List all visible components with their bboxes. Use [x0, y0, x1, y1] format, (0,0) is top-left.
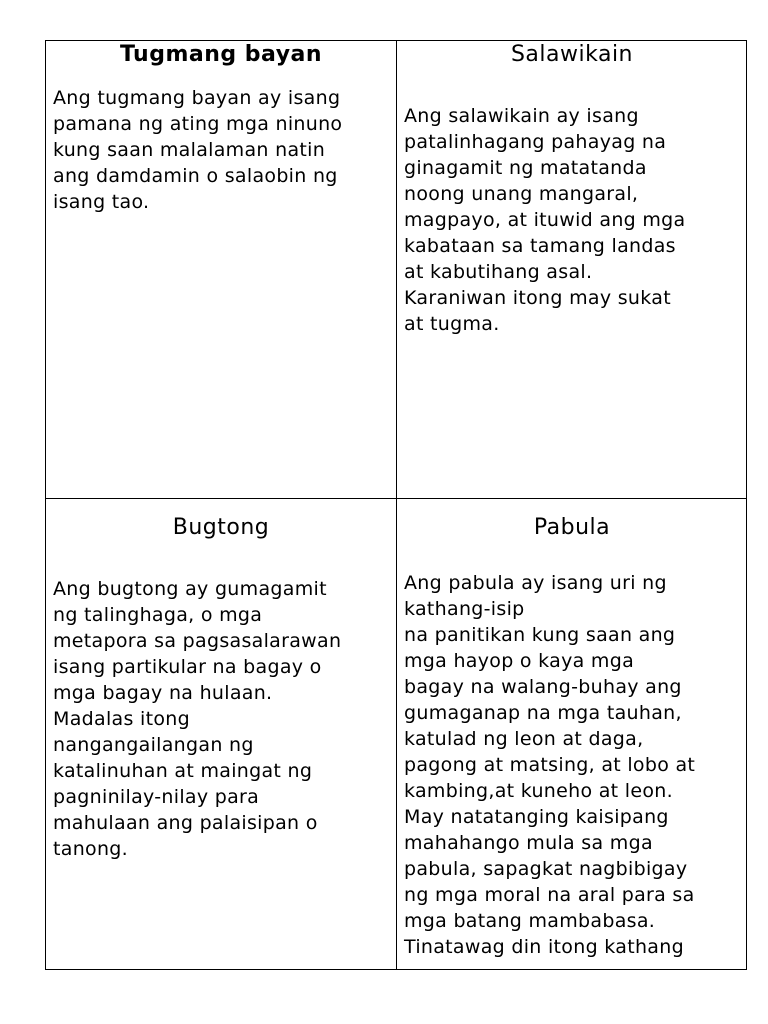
cell-body	[53, 576, 390, 862]
body-line: katalinuhan at maingat ng	[53, 760, 313, 782]
cell-tugmang-bayan	[46, 41, 396, 498]
body-line: ng mga moral na aral para sa	[404, 884, 695, 906]
cell-bugtong	[46, 499, 396, 969]
body-line: nangangailangan ng	[53, 734, 254, 756]
cell-heading: Bugtong	[172, 515, 270, 540]
body-line: katulad ng leon at daga,	[404, 728, 644, 750]
literature-table	[45, 40, 747, 970]
cell-pabula	[397, 499, 747, 969]
body-line: mga hayop o kaya mga	[404, 650, 635, 672]
body-line: at tugma.	[404, 313, 500, 335]
body-line: mahahango mula sa mga	[404, 832, 653, 854]
body-line: Ang pabula ay isang uri ng	[404, 572, 667, 594]
body-line: mahulaan ang palaisipan o	[53, 812, 318, 834]
cell-body	[404, 570, 741, 960]
body-line: kabataan sa tamang landas	[404, 235, 676, 257]
cell-heading: Salawikain	[510, 42, 634, 67]
body-line: May natatanging kaisipang	[404, 806, 669, 828]
body-line: isang tao.	[53, 191, 150, 213]
body-line: Ang salawikain ay isang	[404, 105, 639, 127]
body-line: mga bagay na hulaan.	[53, 682, 273, 704]
body-line: patalinhagang pahayag na	[404, 131, 667, 153]
body-line: mga batang mambabasa.	[404, 910, 656, 932]
cell-heading: Pabula	[533, 515, 611, 540]
body-line: pamana ng ating mga ninuno	[53, 113, 343, 135]
body-line: Karaniwan itong may sukat	[404, 287, 671, 309]
body-line: at kabutihang asal.	[404, 261, 593, 283]
body-line: kathang-isip	[404, 598, 525, 620]
body-line: metapora sa pagsasalarawan	[53, 630, 342, 652]
body-line: na panitikan kung saan ang	[404, 624, 676, 646]
body-line: pagninilay-nilay para	[53, 786, 260, 808]
body-line: Ang tugmang bayan ay isang	[53, 87, 341, 109]
body-line: magpayo, at ituwid ang mga	[404, 209, 686, 231]
body-line: pagong at matsing, at lobo at	[404, 754, 696, 776]
cell-salawikain	[397, 41, 747, 498]
cell-heading: Tugmang bayan	[119, 42, 323, 67]
body-line: ginagamit ng matatanda	[404, 157, 647, 179]
body-line: Ang bugtong ay gumagamit	[53, 578, 327, 600]
body-line: pabula, sapagkat nagbibigay	[404, 858, 688, 880]
body-line: kambing,at kuneho at leon.	[404, 780, 673, 802]
body-line: bagay na walang-buhay ang	[404, 676, 682, 698]
body-line: gumaganap na mga tauhan,	[404, 702, 682, 724]
body-line: tanong.	[53, 838, 129, 860]
body-line: Tinatawag din itong kathang	[404, 936, 684, 958]
body-line: kung saan malalaman natin	[53, 139, 326, 161]
cell-body	[404, 103, 741, 337]
body-line: Madalas itong	[53, 708, 190, 730]
body-line: ang damdamin o salaobin ng	[53, 165, 338, 187]
body-line: isang partikular na bagay o	[53, 656, 322, 678]
body-line: ng talinghaga, o mga	[53, 604, 263, 626]
body-line: noong unang mangaral,	[404, 183, 639, 205]
cell-body	[53, 85, 390, 215]
